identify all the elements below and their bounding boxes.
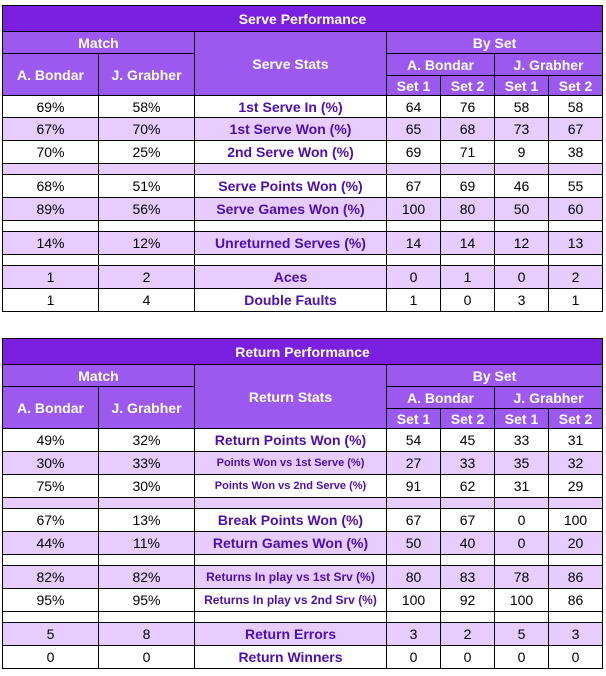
player1-match-value: 14% [3,232,99,255]
set-value: 54 [387,429,441,452]
set-value: 1 [387,289,441,312]
stat-label: Aces [195,266,387,289]
player2-match-value: 51% [99,175,195,198]
player2-match-value: 30% [99,475,195,498]
table-row [3,96,603,118]
stat-label: Return Errors [195,623,387,646]
set-value: 0 [495,266,549,289]
player2-header: J. Grabher [99,387,195,429]
player1-match-value: 44% [3,532,99,555]
stat-label: Unreturned Serves (%) [195,232,387,255]
set-value: 1 [441,266,495,289]
set-value: 50 [495,198,549,221]
set-value: 71 [441,141,495,164]
player2-set-header: J. Grabher [495,387,603,409]
player2-match-value: 25% [99,141,195,164]
set-value: 62 [441,475,495,498]
set-value: 80 [387,566,441,589]
spacer-row [3,255,603,266]
set-value: 0 [441,646,495,669]
set-value: 29 [549,475,603,498]
set-value: 100 [387,198,441,221]
set-value: 5 [495,623,549,646]
set-value: 14 [441,232,495,255]
spacer-row [3,164,603,175]
set-value: 0 [495,509,549,532]
stat-label: 1st Serve In (%) [195,96,387,118]
player1-match-value: 49% [3,429,99,452]
set-value: 50 [387,532,441,555]
set-value: 0 [387,266,441,289]
player1-match-value: 30% [3,452,99,475]
table-row [3,141,603,164]
player1-match-value: 5 [3,623,99,646]
table-row [3,266,603,289]
table-row [3,175,603,198]
set-value: 13 [549,232,603,255]
match-header: Match [3,365,195,387]
set-value: 78 [495,566,549,589]
set-value: 100 [549,509,603,532]
set-value: 0 [441,289,495,312]
table-row [3,646,603,669]
set-value: 3 [387,623,441,646]
spacer-row [3,498,603,509]
set-value: 58 [495,96,549,118]
by-set-header: By Set [387,365,603,387]
set-value: 86 [549,566,603,589]
player1-match-value: 70% [3,141,99,164]
player2-match-value: 70% [99,118,195,141]
set-value: 67 [387,175,441,198]
set-value: 14 [387,232,441,255]
set2-header: Set 2 [441,76,495,96]
player1-match-value: 1 [3,266,99,289]
set-value: 92 [441,589,495,612]
player1-match-value: 68% [3,175,99,198]
stat-label: 2nd Serve Won (%) [195,141,387,164]
set-value: 65 [387,118,441,141]
player1-header: A. Bondar [3,54,99,96]
player1-match-value: 82% [3,566,99,589]
set-value: 67 [441,509,495,532]
player2-match-value: 12% [99,232,195,255]
table-row [3,532,603,555]
set-value: 73 [495,118,549,141]
player2-match-value: 2 [99,266,195,289]
set-value: 69 [387,141,441,164]
table-row [3,429,603,452]
set-value: 0 [495,646,549,669]
set-value: 83 [441,566,495,589]
player2-match-value: 11% [99,532,195,555]
set-value: 67 [549,118,603,141]
player1-match-value: 75% [3,475,99,498]
stat-label: 1st Serve Won (%) [195,118,387,141]
set-value: 86 [549,589,603,612]
player1-match-value: 89% [3,198,99,221]
match-header: Match [3,32,195,54]
set2-header: Set 2 [441,409,495,429]
stat-label: Return Games Won (%) [195,532,387,555]
table-row [3,509,603,532]
set-value: 60 [549,198,603,221]
stat-label: Serve Points Won (%) [195,175,387,198]
stat-label: Returns In play vs 2nd Srv (%) [195,589,387,612]
stat-label: Return Winners [195,646,387,669]
player1-match-value: 95% [3,589,99,612]
return-section-title: Return Performance [3,339,603,365]
table-row [3,198,603,221]
serve-stats-header: Serve Stats [195,32,387,96]
player1-match-value: 69% [3,96,99,118]
set-value: 91 [387,475,441,498]
set-value: 0 [387,646,441,669]
return-performance-table [2,338,603,669]
set-value: 80 [441,198,495,221]
player1-match-value: 67% [3,118,99,141]
set-value: 55 [549,175,603,198]
set2-header: Set 2 [549,76,603,96]
set-value: 46 [495,175,549,198]
player1-match-value: 67% [3,509,99,532]
set1-header: Set 1 [495,409,549,429]
player2-match-value: 8 [99,623,195,646]
player1-match-value: 0 [3,646,99,669]
stat-label: Returns In play vs 1st Srv (%) [195,566,387,589]
return-stats-header: Return Stats [195,365,387,429]
set-value: 20 [549,532,603,555]
set-value: 69 [441,175,495,198]
player1-set-header: A. Bondar [387,54,495,76]
set-value: 100 [495,589,549,612]
set-value: 31 [495,475,549,498]
table-row [3,232,603,255]
set-value: 3 [495,289,549,312]
set-value: 76 [441,96,495,118]
set-value: 45 [441,429,495,452]
player2-header: J. Grabher [99,54,195,96]
table-row [3,623,603,646]
player2-match-value: 0 [99,646,195,669]
set2-header: Set 2 [549,409,603,429]
spacer-row [3,612,603,623]
player2-match-value: 58% [99,96,195,118]
set-value: 35 [495,452,549,475]
set-value: 58 [549,96,603,118]
table-row [3,566,603,589]
table-row [3,452,603,475]
player2-match-value: 32% [99,429,195,452]
serve-performance-table [2,5,603,312]
set1-header: Set 1 [495,76,549,96]
table-row [3,289,603,312]
serve-section-title: Serve Performance [3,6,603,32]
set-value: 100 [387,589,441,612]
set-value: 33 [495,429,549,452]
stat-label: Serve Games Won (%) [195,198,387,221]
set-value: 0 [495,532,549,555]
player2-match-value: 13% [99,509,195,532]
stat-label: Points Won vs 2nd Serve (%) [195,475,387,498]
set-value: 0 [549,646,603,669]
by-set-header: By Set [387,32,603,54]
set-value: 3 [549,623,603,646]
player1-header: A. Bondar [3,387,99,429]
set-value: 38 [549,141,603,164]
player2-match-value: 4 [99,289,195,312]
player2-set-header: J. Grabher [495,54,603,76]
set-value: 27 [387,452,441,475]
stat-label: Return Points Won (%) [195,429,387,452]
set-value: 1 [549,289,603,312]
stat-label: Double Faults [195,289,387,312]
player2-match-value: 95% [99,589,195,612]
player1-set-header: A. Bondar [387,387,495,409]
player2-match-value: 56% [99,198,195,221]
player2-match-value: 82% [99,566,195,589]
set-value: 33 [441,452,495,475]
set-value: 67 [387,509,441,532]
set-value: 68 [441,118,495,141]
set-value: 2 [549,266,603,289]
set-value: 32 [549,452,603,475]
set1-header: Set 1 [387,76,441,96]
set-value: 64 [387,96,441,118]
table-row [3,118,603,141]
player2-match-value: 33% [99,452,195,475]
table-row [3,475,603,498]
spacer-row [3,221,603,232]
set-value: 2 [441,623,495,646]
spacer-row [3,555,603,566]
set-value: 40 [441,532,495,555]
player1-match-value: 1 [3,289,99,312]
set-value: 12 [495,232,549,255]
set-value: 9 [495,141,549,164]
set1-header: Set 1 [387,409,441,429]
stat-label: Break Points Won (%) [195,509,387,532]
stat-label: Points Won vs 1st Serve (%) [195,452,387,475]
set-value: 31 [549,429,603,452]
table-row [3,589,603,612]
